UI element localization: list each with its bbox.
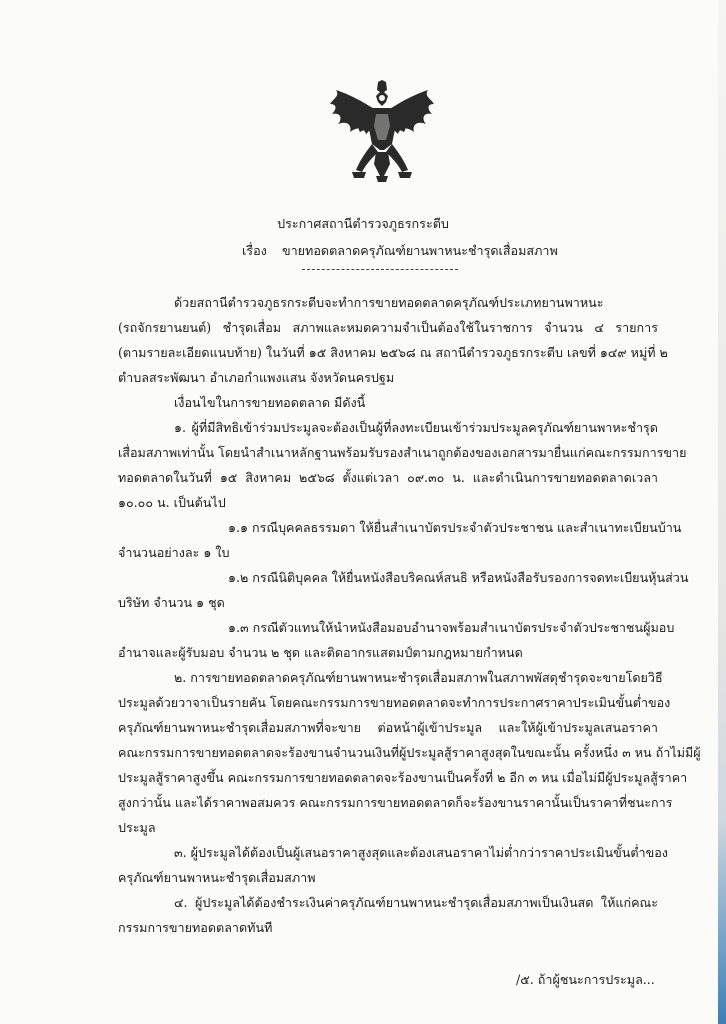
- condition-3-line-1: ๓. ผู้ประมูลได้ต้องเป็นผู้เสนอราคาสูงสุดและต้องเสนอราคาไม่ต่ำกว่าราคาประเมินขั้นต่ำของ: [174, 845, 668, 860]
- conditions-heading: เงื่อนไขในการขายทอดตลาด มีดังนี้: [174, 395, 366, 410]
- condition-2-line-5: ประมูลสู้ราคาสูงขึ้น คณะกรรมการขายทอดตลาดจะร้องขานเป็นครั้งที่ ๒ อีก ๓ หน เมื่อไม่มีผู้ประมูลสู้ราคา: [118, 770, 688, 785]
- scan-edge-strip: [718, 0, 726, 1024]
- condition-1-2-line-1: ๑.๒ กรณีนิติบุคคล ให้ยื่นหนังสือบริคณห์สนธิ หรือหนังสือรับรองการจดทะเบียนหุ้นส่วน: [228, 570, 689, 585]
- condition-1-line-2: เสื่อมสภาพเท่านั้น โดยนำสำเนาหลักฐานพร้อมรับรองสำเนาถูกต้องของเอกสารมายื่นแก่คณะกรรมการขาย: [118, 445, 687, 460]
- condition-1-3-line-2: อำนาจและผู้รับมอบ จำนวน ๒ ชุด และติดอากรแสตมป์ตามกฎหมายกำหนด: [118, 645, 523, 660]
- condition-4-line-2: กรรมการขายทอดตลาดทันที: [118, 920, 273, 935]
- condition-1-line-4: ๑๐.๐๐ น. เป็นต้นไป: [118, 495, 226, 510]
- condition-1-1-line-2: จำนวนอย่างละ ๑ ใบ: [118, 545, 230, 560]
- condition-3-line-2: ครุภัณฑ์ยานพาหนะชำรุดเสื่อมสภาพ: [118, 870, 316, 885]
- body-line-2: (รถจักรยานยนต์) ชำรุดเสื่อม สภาพและหมดความจำเป็นต้องใช้ในราชการ จำนวน ๔ รายการ: [118, 320, 658, 335]
- condition-1-2-line-2: บริษัท จำนวน ๑ ชุด: [118, 595, 225, 610]
- condition-2-line-7: ประมูล: [118, 820, 156, 835]
- body-line-4: ตำบลสระพัฒนา อำเภอกำแพงแสน จังหวัดนครปฐม: [118, 370, 395, 385]
- announcement-title: ประกาศสถานีตำรวจภูธรกระตีบ: [277, 216, 449, 231]
- condition-2-line-4: คณะกรรมการขายทอดตลาดจะร้องขานจำนวนเงินที่ผู้ประมูลสู้ราคาสูงสุดในขณะนั้น ครั้งหนึ่ง ๓ หน ถ้าไม่มีผู้: [118, 745, 701, 760]
- body-line-1: ด้วยสถานีตำรวจภูธรกระตีบจะทำการขายทอดตลาดครุภัณฑ์ประเภทยานพาหนะ: [174, 295, 604, 310]
- garuda-emblem-icon: [326, 80, 438, 182]
- subject-text: ขายทอดตลาดครุภัณฑ์ยานพาหนะชำรุดเสื่อมสภาพ: [282, 243, 558, 258]
- condition-2-line-6: สูงกว่านั้น และได้ราคาพอสมควร คณะกรรมการขายทอดตลาดก็จะร้องขานราคานั้นเป็นราคาที่ชนะการ: [118, 795, 673, 810]
- condition-1-1-line-1: ๑.๑ กรณีบุคคลธรรมดา ให้ยื่นสำเนาบัตรประจำตัวประชาชน และสำเนาทะเบียนบ้าน: [228, 520, 682, 535]
- body-line-3: (ตามรายละเอียดแนบท้าย) ในวันที่ ๑๕ สิงหาคม ๒๕๖๘ ณ สถานีตำรวจภูธรกระตีบ เลขที่ ๑๔๙ หมู่ที่ ๒: [118, 345, 668, 360]
- condition-2-line-1: ๒. การขายทอดตลาดครุภัณฑ์ยานพาหนะชำรุดเสื่อมสภาพในสภาพพัสดุชำรุดจะขายโดยวิธี: [174, 670, 663, 685]
- continuation-note: /๕. ถ้าผู้ชนะการประมูล...: [516, 972, 655, 987]
- condition-2-line-3: ครุภัณฑ์ยานพาหนะชำรุดเสื่อมสภาพที่จะขาย ต่อหน้าผู้เข้าประมูล และให้ผู้เข้าประมูลเสนอราคา: [118, 720, 658, 735]
- condition-2-line-2: ประมูลด้วยวาจาเป็นรายคัน โดยคณะกรรมการขายทอดตลาดจะทำการประกาศราคาประเมินขั้นต่ำของ: [118, 695, 671, 710]
- condition-1-line-3: ทอดตลาดในวันที่ ๑๕ สิงหาคม ๒๕๖๘ ตั้งแต่เวลา ๐๙.๓๐ น. และดำเนินการขายทอดตลาดเวลา: [118, 470, 658, 485]
- condition-4-line-1: ๔. ผู้ประมูลได้ต้องชำระเงินค่าครุภัณฑ์ยานพาหนะชำรุดเสื่อมสภาพเป็นเงินสด ให้แก่คณะ: [174, 895, 658, 910]
- condition-1-line-1: ๑. ผู้ที่มีสิทธิเข้าร่วมประมูลจะต้องเป็นผู้ที่ลงทะเบียนเข้าร่วมประมูลครุภัณฑ์ยานพาหะชำรุด: [174, 420, 658, 435]
- subject-label: เรื่อง: [242, 243, 267, 258]
- condition-1-3-line-1: ๑.๓ กรณีตัวแทนให้นำหนังสือมอบอำนาจพร้อมสำเนาบัตรประจำตัวประชาชนผู้มอบ: [228, 620, 675, 635]
- title-divider: [302, 269, 458, 270]
